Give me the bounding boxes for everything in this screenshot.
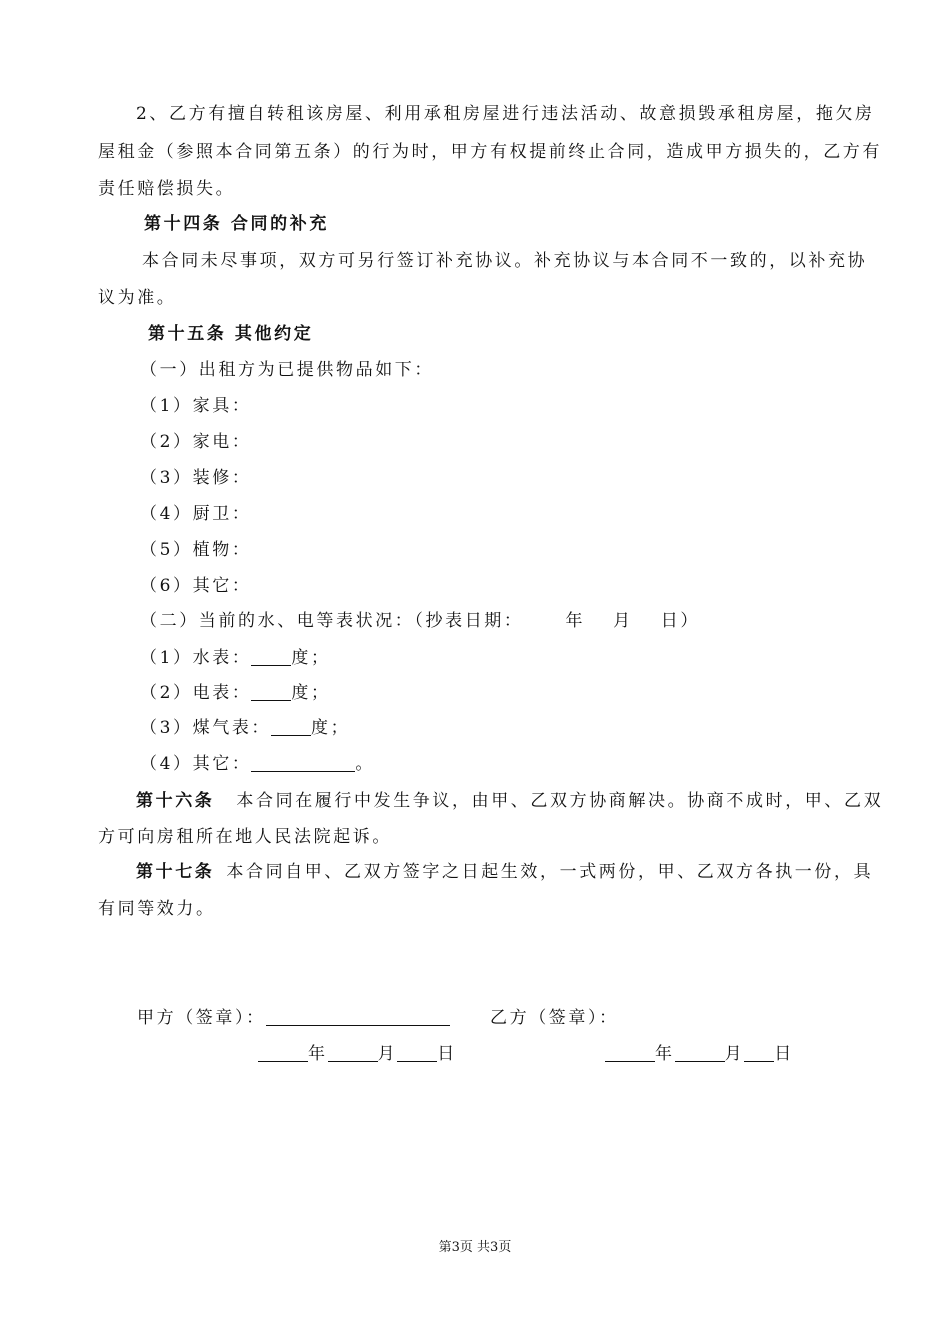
article16-line1 — [136, 789, 883, 813]
provided-item-appliances: （2）家电： — [140, 432, 252, 452]
meter-gas-blank[interactable] — [271, 717, 311, 736]
meter-other-blank[interactable] — [251, 753, 355, 772]
meter-intro-prefix: （二）当前的水、电等表状况：（抄表日期： — [140, 611, 524, 631]
meter-water — [140, 646, 331, 670]
party-b-day-blank[interactable] — [744, 1043, 774, 1062]
provided-item-furniture: （1）家具： — [140, 396, 252, 416]
article17-text: 本合同自甲、乙双方签字之日起生效，一式两份，甲、乙双方各执一份，具 — [226, 862, 874, 882]
meter-electric-unit: 度； — [291, 683, 331, 703]
article13-item2-line2: 屋租金（参照本合同第五条）的行为时，甲方有权提前终止合同，造成甲方损失的，乙方有 — [98, 142, 882, 162]
article17-heading: 第十七条 — [136, 862, 215, 882]
party-b-date — [605, 1042, 794, 1066]
article14-heading: 第十四条 合同的补充 — [144, 214, 329, 234]
party-a-label: 甲方（签章）： — [137, 1008, 266, 1028]
article14-line2: 议为准。 — [98, 288, 177, 308]
meter-other-label: （4）其它： — [140, 754, 252, 774]
party-a-year-blank[interactable] — [258, 1043, 308, 1062]
provided-items-intro: （一）出租方为已提供物品如下： — [140, 360, 434, 380]
party-b-month-label: 月 — [724, 1044, 745, 1064]
party-b-signature-label: 乙方（签章）： — [490, 1008, 619, 1028]
article13-item2-line3: 责任赔偿损失。 — [98, 179, 236, 199]
provided-item-decoration: （3）装修： — [140, 468, 252, 488]
meter-electric — [140, 681, 331, 705]
article14-line1: 本合同未尽事项，双方可另行签订补充协议。补充协议与本合同不一致的，以补充协 — [142, 251, 868, 271]
article16-line2: 方可向房租所在地人民法院起诉。 — [98, 827, 392, 847]
party-a-day-blank[interactable] — [397, 1043, 437, 1062]
meter-electric-label: （2）电表： — [140, 683, 252, 703]
meter-status-intro — [140, 609, 700, 633]
party-a-month-label: 月 — [377, 1044, 398, 1064]
provided-item-other: （6）其它： — [140, 576, 252, 596]
provided-item-kitchen-bath: （4）厨卫： — [140, 504, 252, 524]
article17-line1 — [136, 860, 873, 884]
article15-heading: 第十五条 其他约定 — [148, 324, 314, 344]
party-a-month-blank[interactable] — [328, 1043, 378, 1062]
meter-gas — [140, 716, 350, 740]
party-a-signature — [137, 1006, 450, 1030]
meter-gas-unit: 度； — [311, 718, 351, 738]
party-a-year-label: 年 — [308, 1044, 328, 1064]
party-b-month-blank[interactable] — [675, 1043, 725, 1062]
article16-text: 本合同在履行中发生争议，由甲、乙双方协商解决。协商不成时，甲、乙双 — [236, 791, 884, 811]
meter-date-day: 日） — [660, 611, 700, 631]
meter-water-label: （1）水表： — [140, 648, 252, 668]
meter-other-unit: 。 — [355, 754, 376, 774]
party-b-day-label: 日 — [774, 1044, 794, 1064]
meter-other — [140, 752, 375, 776]
provided-item-plants: （5）植物： — [140, 540, 252, 560]
meter-date-month: 月 — [613, 611, 633, 631]
article16-heading: 第十六条 — [136, 791, 215, 811]
meter-electric-blank[interactable] — [251, 682, 291, 701]
party-a-date — [258, 1042, 457, 1066]
meter-gas-label: （3）煤气表： — [140, 718, 272, 738]
party-b-year-label: 年 — [655, 1044, 675, 1064]
party-a-day-label: 日 — [437, 1044, 457, 1064]
article17-line2: 有同等效力。 — [98, 899, 216, 919]
meter-water-unit: 度； — [291, 648, 331, 668]
meter-date-year: 年 — [565, 611, 586, 631]
party-b-year-blank[interactable] — [605, 1043, 655, 1062]
meter-water-blank[interactable] — [251, 647, 291, 666]
article13-item2-line1: 2、乙方有擅自转租该房屋、利用承租房屋进行违法活动、故意损毁承租房屋，拖欠房 — [136, 104, 875, 124]
party-a-signature-blank[interactable] — [266, 1007, 450, 1026]
page-footer: 第3页 共3页 — [438, 1240, 512, 1255]
